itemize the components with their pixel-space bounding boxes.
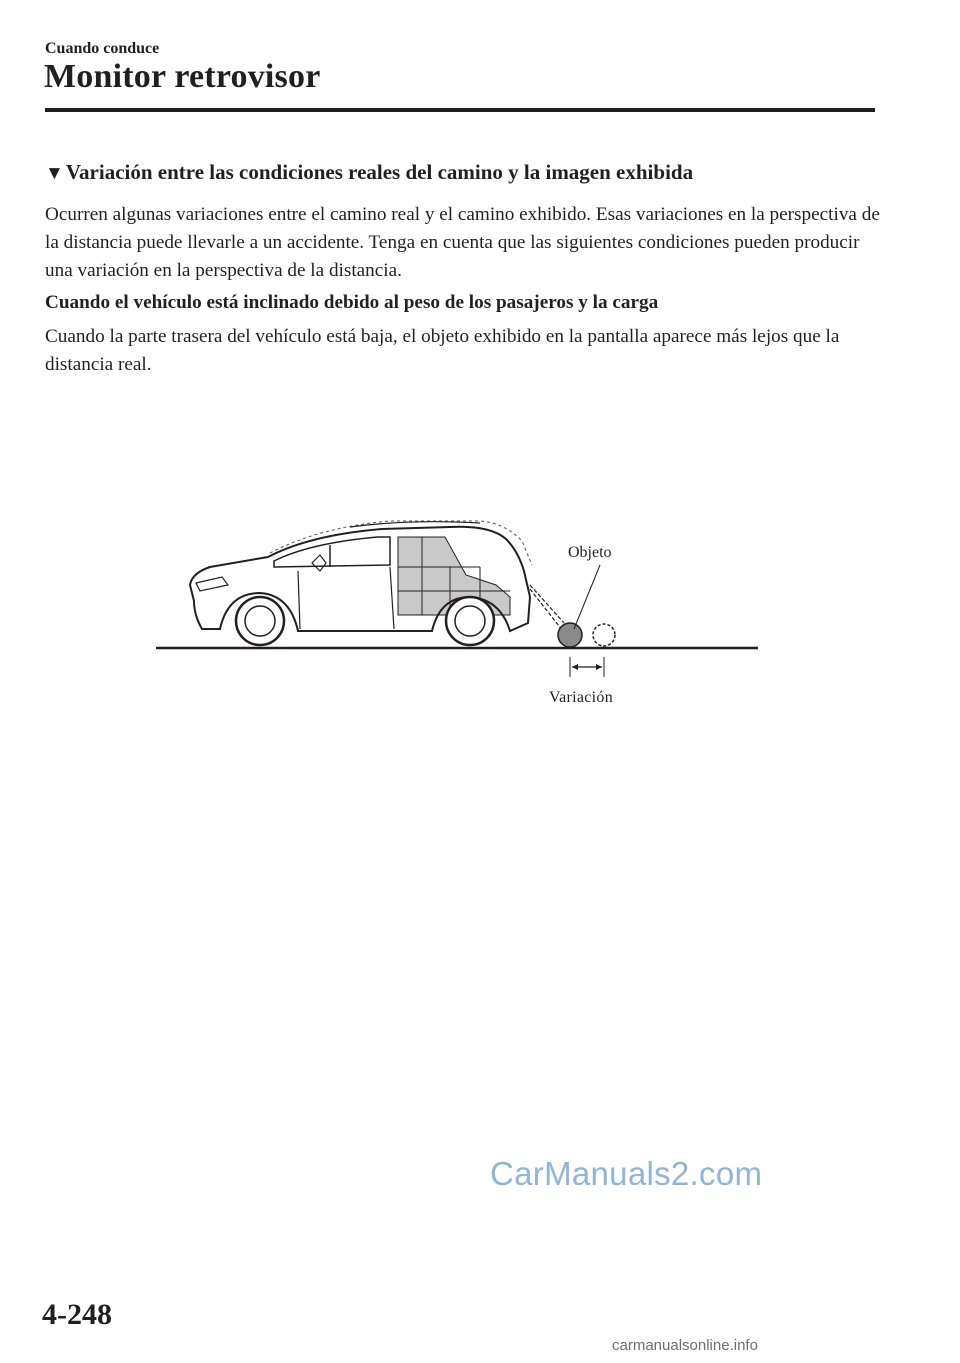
- object-leader-line: [574, 565, 600, 629]
- section-label: Cuando conduce: [45, 40, 160, 57]
- displayed-object: [593, 624, 615, 646]
- object-label: Objeto: [568, 544, 612, 561]
- page-number: 4-248: [42, 1298, 112, 1331]
- front-wheel: [236, 597, 284, 645]
- triangle-marker-icon: ▼: [45, 163, 64, 184]
- explanation-paragraph: Cuando la parte trasera del vehículo está baja, el objeto exhibido en la pantalla aparece más lejos que la distancia real.: [45, 326, 840, 375]
- camera-ray-upper: [530, 585, 564, 623]
- rear-wheel: [446, 597, 494, 645]
- subheading-text: Variación entre las condiciones reales del camino y la imagen exhibida: [65, 160, 694, 184]
- intro-paragraph: Ocurren algunas variaciones entre el camino real y el camino exhibido. Esas variaciones en la perspectiva de la distancia puede llevarle a un accidente. Tenga en cuenta que las siguientes condiciones pueden producir una variación en la perspectiva de la distancia.: [45, 204, 880, 281]
- variation-label: Variación: [549, 689, 614, 706]
- actual-object: [558, 623, 582, 647]
- chapter-title: Monitor retrovisor: [44, 58, 321, 95]
- header-rule: [45, 108, 875, 112]
- footer-site-link[interactable]: carmanualsonline.info: [612, 1337, 758, 1354]
- watermark: CarManuals2.com: [490, 1155, 763, 1192]
- vehicle-tilt-diagram: [150, 505, 765, 720]
- subheading: [45, 160, 693, 185]
- side-windows: [274, 537, 390, 567]
- condition-heading: Cuando el vehículo está inclinado debido al peso de los pasajeros y la carga: [45, 292, 659, 313]
